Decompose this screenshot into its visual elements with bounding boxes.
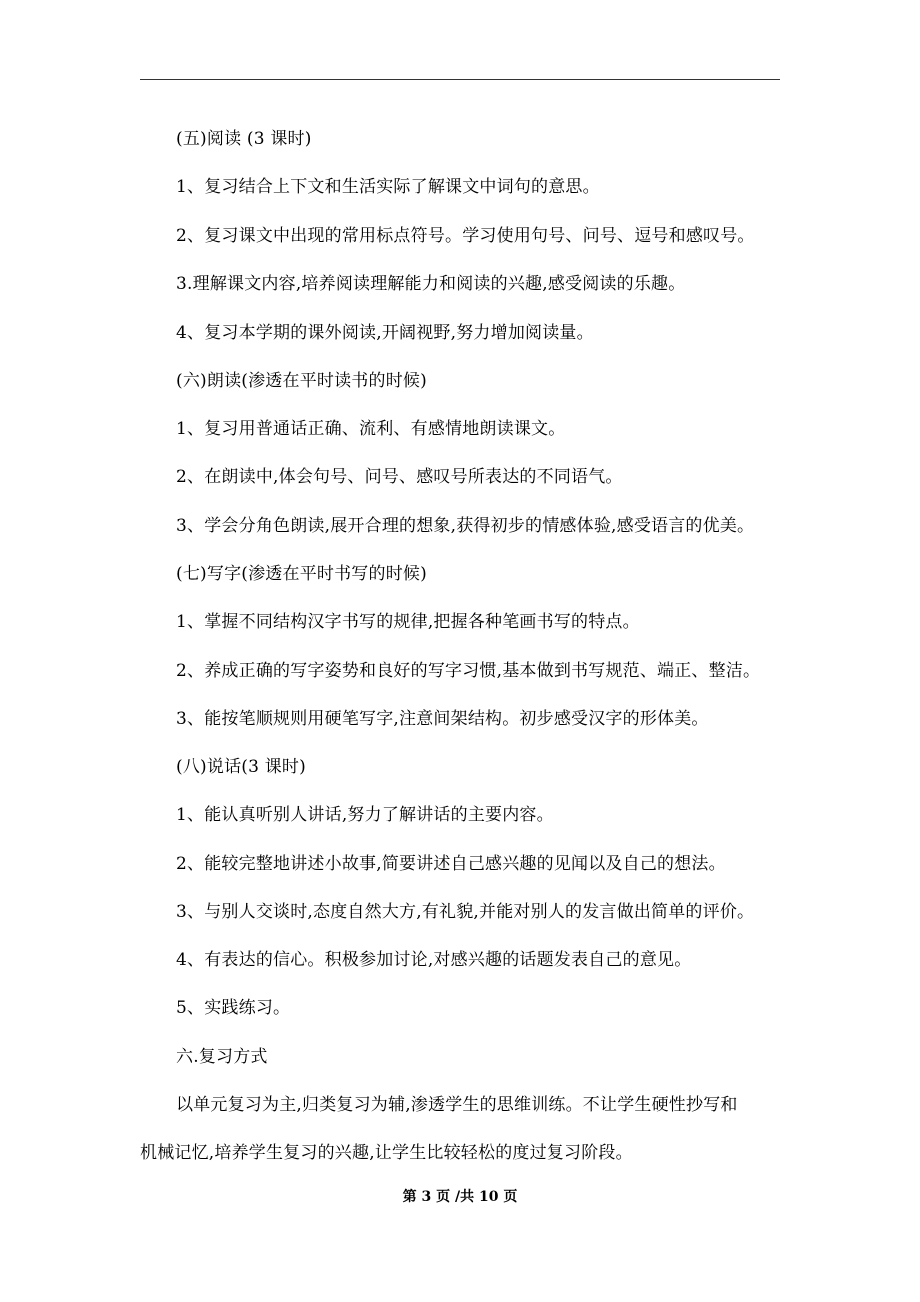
paragraph-line: 3、与别人交谈时,态度自然大方,有礼貌,并能对别人的发言做出简单的评价。 [176, 902, 755, 922]
section-heading-review-method: 六.复习方式 [176, 1047, 268, 1067]
header-rule [140, 79, 780, 80]
paragraph-line: 5、实践练习。 [176, 998, 291, 1018]
section-heading-speaking: (八)说话(3 课时) [176, 757, 306, 777]
paragraph-line: 2、养成正确的写字姿势和良好的写字习惯,基本做到书写规范、端正、整洁。 [176, 661, 761, 681]
paragraph-line: 3.理解课文内容,培养阅读理解能力和阅读的兴趣,感受阅读的乐趣。 [176, 274, 686, 294]
paragraph-line: 以单元复习为主,归类复习为辅,渗透学生的思维训练。不让学生硬性抄写和 [176, 1095, 738, 1115]
paragraph-line: 2、复习课文中出现的常用标点符号。学习使用句号、问号、逗号和感叹号。 [176, 226, 755, 246]
paragraph-line: 4、有表达的信心。积极参加讨论,对感兴趣的话题发表自己的意见。 [176, 950, 692, 970]
section-heading-recitation: (六)朗读(渗透在平时读书的时候) [176, 371, 427, 391]
paragraph-line-continuation: 机械记忆,培养学生复习的兴趣,让学生比较轻松的度过复习阶段。 [140, 1143, 633, 1163]
paragraph-line: 1、掌握不同结构汉字书写的规律,把握各种笔画书写的特点。 [176, 612, 640, 632]
paragraph-line: 1、复习结合上下文和生活实际了解课文中词句的意思。 [176, 177, 600, 197]
paragraph-line: 1、能认真听别人讲话,努力了解讲话的主要内容。 [176, 805, 554, 825]
paragraph-line: 1、复习用普通话正确、流利、有感情地朗读课文。 [176, 419, 566, 439]
paragraph-line: 2、能较完整地讲述小故事,简要讲述自己感兴趣的见闻以及自己的想法。 [176, 854, 726, 874]
paragraph-line: 3、学会分角色朗读,展开合理的想象,获得初步的情感体验,感受语言的优美。 [176, 516, 755, 536]
paragraph-line: 4、复习本学期的课外阅读,开阔视野,努力增加阅读量。 [176, 323, 594, 343]
section-heading-reading: (五)阅读 (3 课时) [176, 129, 312, 149]
paragraph-line: 3、能按笔顺规则用硬笔写字,注意间架结构。初步感受汉字的形体美。 [176, 709, 709, 729]
paragraph-line: 2、在朗读中,体会句号、问号、感叹号所表达的不同语气。 [176, 467, 623, 487]
page-number: 第 3 页 /共 10 页 [402, 1189, 518, 1205]
section-heading-writing: (七)写字(渗透在平时书写的时候) [176, 564, 427, 584]
